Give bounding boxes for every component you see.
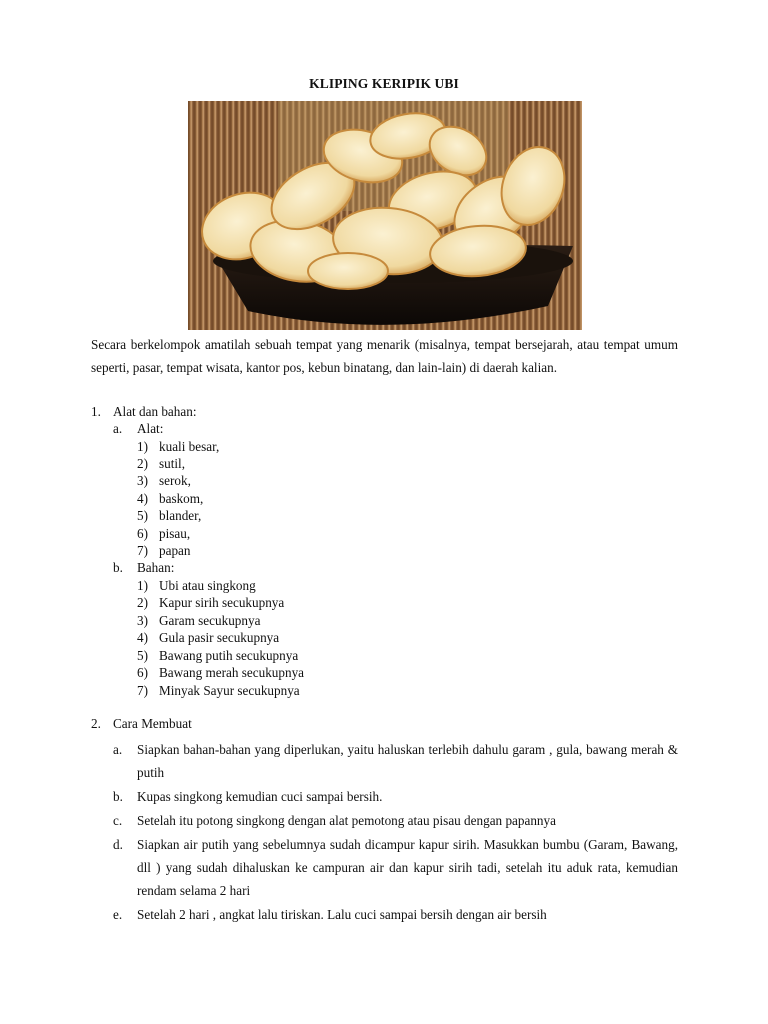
section-1-heading: Alat dan bahan: [113,404,197,419]
cassava-chips-photo [188,101,582,330]
list-item-number: 3) [137,473,148,488]
list-item: Bawang putih secukupnya [159,648,299,663]
step-item [113,903,678,926]
step-item [113,833,678,902]
step-letter: d. [113,837,123,852]
list-item-number: 6) [137,526,148,541]
subsection-b-heading: Bahan: [137,560,175,575]
list-item: Bawang merah secukupnya [159,665,305,680]
step-text: Siapkan air putih yang sebelumnya sudah dicampur kapur sirih. Masukkan bumbu (Garam, Bawang, dll ) yang sudah dihaluskan ke campuran air dan kapur sirih tadi, setelah itu aduk rata, kemudian rendam selama 2 hari [137,837,678,898]
list-item: Kapur sirih secukupnya [159,595,285,610]
step-item [113,785,678,808]
list-item: Minyak Sayur secukupnya [159,683,300,698]
list-item-number: 1) [137,578,148,593]
list-item: sutil, [159,456,186,471]
section-2-heading: Cara Membuat [113,716,192,731]
list-item-number: 5) [137,648,148,663]
list-item: kuali besar, [159,439,220,454]
subsection-a-letter: a. [113,421,123,436]
list-item-number: 4) [137,491,148,506]
list-item-number: 5) [137,508,148,523]
list-item-number: 4) [137,630,148,645]
list-item: Gula pasir secukupnya [159,630,280,645]
step-text: Setelah 2 hari , angkat lalu tiriskan. Lalu cuci sampai bersih dengan air bersih [137,907,547,922]
list-item: papan [159,543,191,558]
step-letter: a. [113,742,123,757]
list-item: pisau, [159,526,191,541]
intro-paragraph: Secara berkelompok amatilah sebuah tempat yang menarik (misalnya, tempat bersejarah, atau tempat umum seperti, pasar, tempat wisata, kantor pos, kebun binatang, dan lain-lain) di daerah kalian. [91,337,678,375]
list-item: baskom, [159,491,204,506]
step-item [113,809,678,832]
step-letter: e. [113,907,123,922]
list-item-number: 7) [137,683,148,698]
list-item-number: 1) [137,439,148,454]
step-text: Setelah itu potong singkong dengan alat pemotong atau pisau dengan papannya [137,813,556,828]
list-item-number: 3) [137,613,148,628]
steps-list [113,738,678,927]
list-item-number: 2) [137,595,148,610]
step-item [113,738,678,784]
subsection-a-heading: Alat: [137,421,164,436]
step-text: Kupas singkong kemudian cuci sampai bersih. [137,789,383,804]
list-item: blander, [159,508,202,523]
step-letter: c. [113,813,123,828]
list-item-number: 2) [137,456,148,471]
step-text: Siapkan bahan-bahan yang diperlukan, yaitu haluskan terlebih dahulu garam , gula, bawang merah & putih [137,742,678,780]
section-1-number: 1. [91,404,101,419]
subsection-b-letter: b. [113,560,123,575]
page-title: KLIPING KERIPIK UBI [309,76,459,91]
list-item: Ubi atau singkong [159,578,256,593]
list-item: Garam secukupnya [159,613,261,628]
section-2-number: 2. [91,716,101,731]
list-item-number: 7) [137,543,148,558]
list-item: serok, [159,473,191,488]
list-item-number: 6) [137,665,148,680]
step-letter: b. [113,789,123,804]
